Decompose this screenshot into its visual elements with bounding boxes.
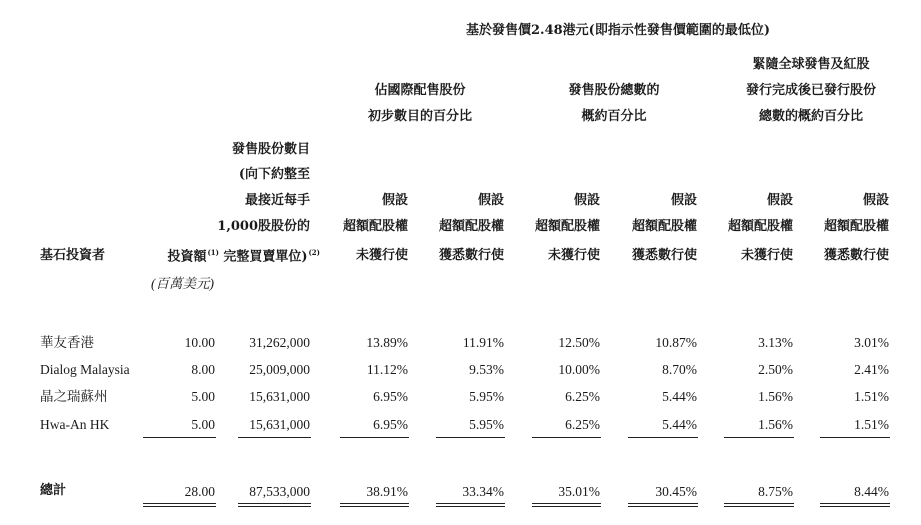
shares-header-line4: 1,000股股份的 xyxy=(217,219,310,234)
subtotal-rule-shares xyxy=(238,437,311,438)
group3-header-line3: 總數的概約百分比 xyxy=(758,109,864,124)
row-4-col1: 6.95% xyxy=(373,417,408,432)
row-2-col6: 2.41% xyxy=(854,362,889,377)
group3-header-line2: 發行完成後已發行股份 xyxy=(745,83,877,98)
row-2-col4: 8.70% xyxy=(662,362,697,377)
row-1-col4: 10.87% xyxy=(655,335,697,350)
row-4-amount: 5.00 xyxy=(191,417,215,432)
row-2-col5: 2.50% xyxy=(758,362,793,377)
total-col1: 38.91% xyxy=(366,484,408,499)
total-label: 總計 xyxy=(40,483,67,498)
subtotal-rule-col6 xyxy=(820,437,890,438)
row-2-col3: 10.00% xyxy=(558,362,600,377)
row-1-col1: 13.89% xyxy=(366,335,408,350)
row-4-shares: 15,631,000 xyxy=(249,417,310,432)
total-rule-col4-a xyxy=(628,503,698,504)
row-1-amount: 10.00 xyxy=(184,335,215,350)
row-4-col2: 5.95% xyxy=(469,417,504,432)
row-3-amount: 5.00 xyxy=(191,389,215,404)
row-2-col2: 9.53% xyxy=(469,362,504,377)
total-rule-col6-a xyxy=(820,503,890,504)
shares-header-line3: 最接近每手 xyxy=(244,193,310,208)
row-1-col3: 12.50% xyxy=(558,335,600,350)
row-4-name: Hwa-An HK xyxy=(40,417,110,432)
total-col4: 30.45% xyxy=(655,484,697,499)
total-rule-col3-b xyxy=(532,506,601,507)
amount-unit: (百萬美元) xyxy=(151,276,214,291)
group1-header-line1: 佔國際配售股份 xyxy=(374,83,466,98)
total-col2: 33.34% xyxy=(462,484,504,499)
total-rule-col2-b xyxy=(436,506,505,507)
subtotal-rule-col5 xyxy=(724,437,794,438)
group2-header-line1: 發售股份總數的 xyxy=(568,83,660,98)
total-col5: 8.75% xyxy=(758,484,793,499)
col6-option: 超額配股權 xyxy=(823,219,889,234)
total-rule-col5-b xyxy=(724,506,794,507)
col3-assume: 假設 xyxy=(573,193,600,208)
group1-header-line2: 初步數目的百分比 xyxy=(367,109,473,124)
col1-option: 超額配股權 xyxy=(342,219,408,234)
col6-fully-exercised: 獲悉數行使 xyxy=(823,248,889,263)
row-3-col3: 6.25% xyxy=(565,389,600,404)
amount-header: 投資額$^{(1)}$ xyxy=(167,248,219,265)
col2-fully-exercised: 獲悉數行使 xyxy=(438,248,504,263)
col4-assume: 假設 xyxy=(670,193,697,208)
row-2-col1: 11.12% xyxy=(366,362,408,377)
row-3-col2: 5.95% xyxy=(469,389,504,404)
row-2-name: Dialog Malaysia xyxy=(40,362,130,377)
total-rule-amount-b xyxy=(143,506,216,507)
col5-not-exercised: 未獲行使 xyxy=(740,248,793,263)
row-3-col1: 6.95% xyxy=(373,389,408,404)
total-rule-shares-b xyxy=(238,506,311,507)
price-basis-title: 基於發售價2.48港元(即指示性發售價範圍的最低位) xyxy=(466,23,770,38)
row-4-col4: 5.44% xyxy=(662,417,697,432)
group3-header-line1: 緊隨全球發售及紅股 xyxy=(752,57,870,72)
row-3-col4: 5.44% xyxy=(662,389,697,404)
col3-not-exercised: 未獲行使 xyxy=(547,248,600,263)
row-3-col6: 1.51% xyxy=(854,389,889,404)
total-rule-col2-a xyxy=(436,503,505,504)
row-1-col2: 11.91% xyxy=(462,335,504,350)
subtotal-rule-col4 xyxy=(628,437,698,438)
total-rule-col5-a xyxy=(724,503,794,504)
col5-option: 超額配股權 xyxy=(727,219,793,234)
total-rule-col3-a xyxy=(532,503,601,504)
row-1-name: 華友香港 xyxy=(40,335,94,350)
subtotal-rule-col1 xyxy=(340,437,409,438)
group2-header-line2: 概約百分比 xyxy=(581,109,647,124)
total-shares: 87,533,000 xyxy=(249,484,310,499)
shares-header-line1: 發售股份數目 xyxy=(231,142,310,157)
shares-footnote: (2) xyxy=(308,248,320,257)
investor-header: 基石投資者 xyxy=(40,248,106,263)
row-3-shares: 15,631,000 xyxy=(249,389,310,404)
total-col3: 35.01% xyxy=(558,484,600,499)
col1-assume: 假設 xyxy=(381,193,408,208)
row-3-name: 晶之瑞蘇州 xyxy=(40,389,108,404)
total-rule-col1-a xyxy=(340,503,409,504)
row-4-col6: 1.51% xyxy=(854,417,889,432)
row-3-col5: 1.56% xyxy=(758,389,793,404)
col4-fully-exercised: 獲悉數行使 xyxy=(631,248,697,263)
row-1-col6: 3.01% xyxy=(854,335,889,350)
total-rule-shares-a xyxy=(238,503,311,504)
total-rule-col4-b xyxy=(628,506,698,507)
total-col6: 8.44% xyxy=(854,484,889,499)
col4-option: 超額配股權 xyxy=(631,219,697,234)
col2-option: 超額配股權 xyxy=(438,219,504,234)
col6-assume: 假設 xyxy=(862,193,889,208)
row-4-col5: 1.56% xyxy=(758,417,793,432)
shares-header-line5: 完整買賣單位)$^{(2)}$ xyxy=(223,248,320,265)
col5-assume: 假設 xyxy=(766,193,793,208)
amount-footnote: (1) xyxy=(207,248,219,257)
shares-header-line2: (向下約整至 xyxy=(238,167,310,182)
row-1-col5: 3.13% xyxy=(758,335,793,350)
row-4-col3: 6.25% xyxy=(565,417,600,432)
total-rule-amount-a xyxy=(143,503,216,504)
col3-option: 超額配股權 xyxy=(534,219,600,234)
total-amount: 28.00 xyxy=(184,484,215,499)
row-1-shares: 31,262,000 xyxy=(249,335,310,350)
col1-not-exercised: 未獲行使 xyxy=(355,248,408,263)
subtotal-rule-col3 xyxy=(532,437,601,438)
row-2-amount: 8.00 xyxy=(191,362,215,377)
row-2-shares: 25,009,000 xyxy=(249,362,310,377)
subtotal-rule-amount xyxy=(143,437,216,438)
subtotal-rule-col2 xyxy=(436,437,505,438)
total-rule-col1-b xyxy=(340,506,409,507)
total-rule-col6-b xyxy=(820,506,890,507)
col2-assume: 假設 xyxy=(477,193,504,208)
